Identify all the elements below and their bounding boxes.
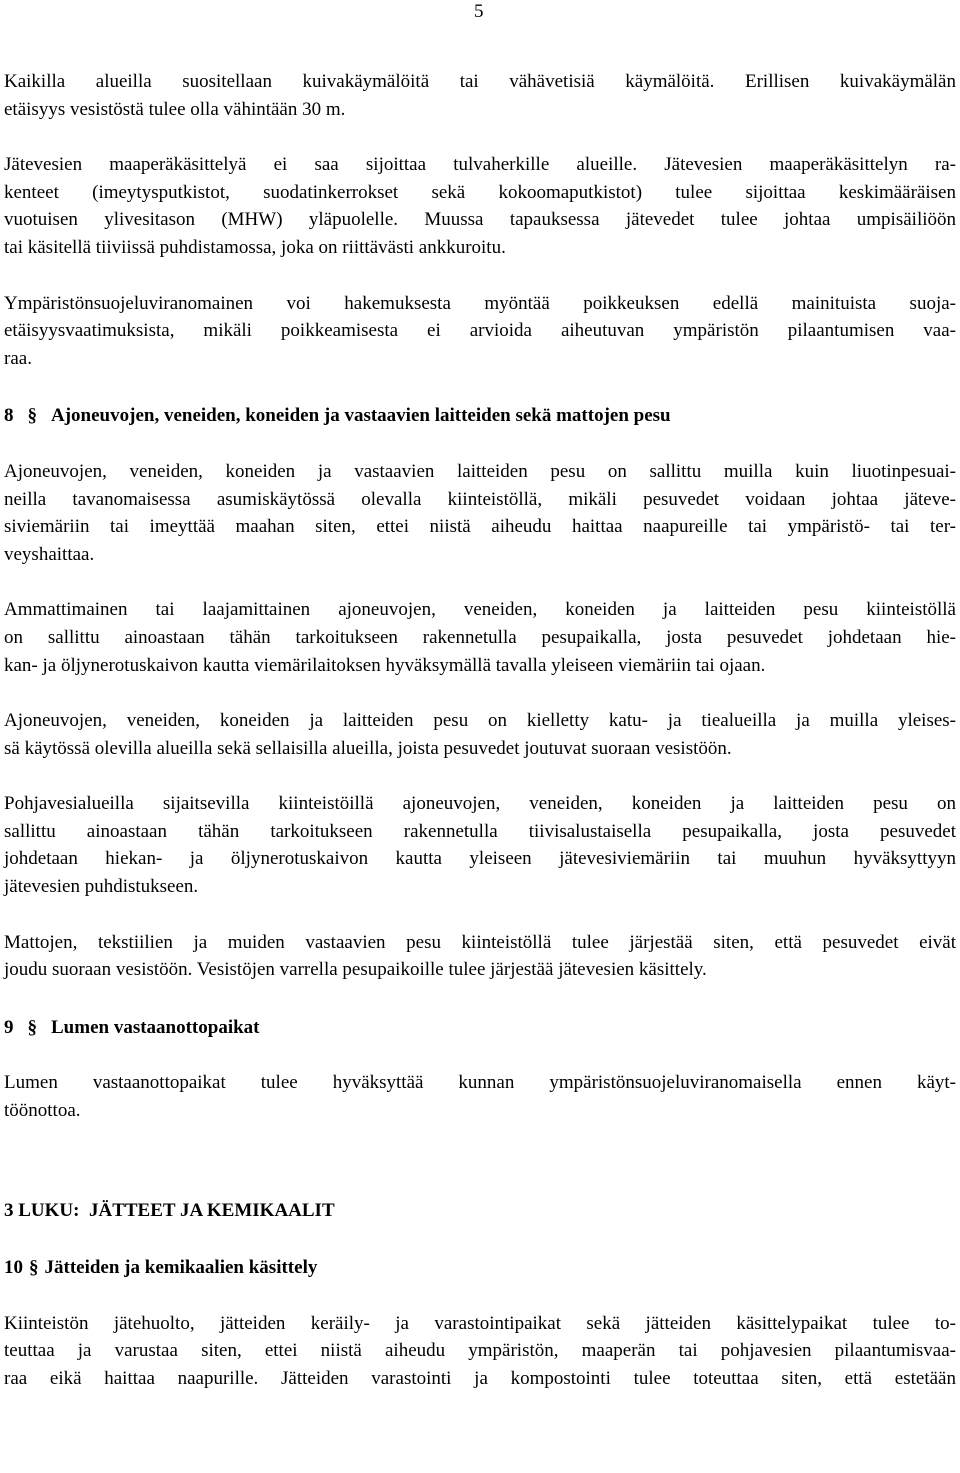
text-line: Lumen vastaanottopaikat tulee hyväksyttää kunnan ympäristönsuojeluviranomaisella ennen käyt- <box>4 1072 956 1094</box>
text-line: Mattojen, tekstiilien ja muiden vastaavien pesu kiinteistöllä tulee järjestää siten, että pesuvedet eivät <box>4 931 956 953</box>
page-number: 5 <box>474 1 484 22</box>
text-line: johdetaan hiekan- ja öljynerotuskaivon kautta yleiseen jätevesiviemäriin tai muuhun hyväksyttyyn <box>4 848 956 870</box>
text-line: on sallittu ainoastaan tähän tarkoitukseen rakennetulla pesupaikalla, josta pesuvedet johdetaan hie- <box>4 626 956 648</box>
section-title: Lumen vastaanottopaikat <box>51 1016 260 1038</box>
section-number: 9 <box>4 1016 14 1038</box>
text-line: vuotuisen ylivesitason (MHW) yläpuolelle. Muussa tapauksessa jätevedet tulee johtaa umpisäiliöön <box>4 209 956 231</box>
text-line: siviemäriin tai imeyttää maahan siten, ettei niistä aiheudu haittaa naapureille tai ympäristö- tai ter- <box>4 516 956 538</box>
text-line: jätevesien puhdistukseen. <box>4 876 199 898</box>
text-line: kenteet (imeytysputkistot, suodatinkerrokset sekä kokoomaputkistot) tulee sijoittaa keskimääräisen <box>4 181 956 203</box>
section-heading-10 <box>4 1254 956 1282</box>
text-line: Pohjavesialueilla sijaitsevilla kiinteistöillä ajoneuvojen, veneiden, koneiden ja laitteiden pesu on <box>4 793 956 815</box>
text-line: Ajoneuvojen, veneiden, koneiden ja laitteiden pesu on kielletty katu- ja tiealueilla ja muilla yleises- <box>4 710 956 732</box>
paragraph-dry-toilets <box>4 68 956 123</box>
text-line: etäisyys vesistöstä tulee olla vähintään 30 m. <box>4 98 346 120</box>
chapter-heading-3: 3 LUKU: JÄTTEET JA KEMIKAALIT <box>4 1199 335 1221</box>
text-line: tai käsitellä tiiviissä puhdistamossa, joka on riittävästi ankkuroitu. <box>4 236 506 258</box>
section-number: 8 <box>4 405 14 427</box>
section-sign: § <box>27 405 37 427</box>
text-line: sallittu ainoastaan tähän tarkoitukseen rakennetulla tiivisalustaisella pesupaikalla, josta pesuvedet <box>4 820 956 842</box>
text-line: neilla tavanomaisessa asumiskäytössä olevalla kiinteistöllä, mikäli pesuvedet voidaan johtaa jäteve- <box>4 488 956 510</box>
text-line: sä käytössä olevilla alueilla sekä sellaisilla alueilla, joista pesuvedet joutuvat suoraan vesistöön. <box>4 737 732 759</box>
text-line: Kaikilla alueilla suositellaan kuivakäymälöitä tai vähävetisiä käymälöitä. Erillisen kuivakäymälän <box>4 71 956 92</box>
text-line: veyshaittaa. <box>4 543 95 565</box>
paragraph-wastewater-treatment <box>4 151 956 261</box>
section-number: 10 <box>4 1257 23 1279</box>
section-title: Ajoneuvojen, veneiden, koneiden ja vastaavien laitteiden sekä mattojen pesu <box>51 405 671 427</box>
text-line: Kiinteistön jätehuolto, jätteiden keräily- ja varastointipaikat sekä jätteiden käsittelypaikat tulee to- <box>4 1312 956 1334</box>
paragraph-snow-disposal <box>4 1069 956 1124</box>
paragraph-waste-management <box>4 1310 956 1393</box>
section-sign: § <box>29 1257 39 1279</box>
section-heading-8 <box>4 402 956 430</box>
text-line: Ammattimainen tai laajamittainen ajoneuvojen, veneiden, koneiden ja laitteiden pesu kiinteistöllä <box>4 599 956 621</box>
section-title: Jätteiden ja kemikaalien käsittely <box>44 1257 318 1279</box>
paragraph-professional-washing <box>4 596 956 679</box>
text-line: Ympäristönsuojeluviranomainen voi hakemuksesta myöntää poikkeuksen edellä mainituista suoja- <box>4 292 956 314</box>
text-line: etäisyysvaatimuksista, mikäli poikkeamisesta ei arvioida aiheutuvan ympäristön pilaantumisen vaa- <box>4 320 956 342</box>
paragraph-vehicle-washing <box>4 458 956 568</box>
text-line: joudu suoraan vesistöön. Vesistöjen varrella pesupaikoille tulee järjestää jätevesien käsittely. <box>4 959 707 981</box>
paragraph-groundwater-areas <box>4 790 956 900</box>
text-line: raa. <box>4 347 32 369</box>
section-sign: § <box>27 1016 37 1038</box>
paragraph-exceptions <box>4 290 956 373</box>
text-line: Jätevesien maaperäkäsittelyä ei saa sijoittaa tulvaherkille alueille. Jätevesien maaperäkäsittelyn ra- <box>4 154 956 176</box>
text-line: Ajoneuvojen, veneiden, koneiden ja vastaavien laitteiden pesu on sallittu muilla kuin liuotinpesuai- <box>4 460 956 482</box>
section-heading-9 <box>4 1014 956 1042</box>
text-line: teuttaa ja varustaa siten, ettei niistä aiheudu ympäristön, maaperän tai pohjavesien pilaantumisvaa- <box>4 1340 956 1362</box>
text-line: kan- ja öljynerotuskaivon kautta viemärilaitoksen hyväksymällä tavalla yleiseen viemäriin tai ojaan. <box>4 654 766 676</box>
text-line: raa eikä haittaa naapurille. Jätteiden varastointi ja kompostointi tulee toteuttaa siten, että estetään <box>4 1368 956 1389</box>
paragraph-washing-prohibited <box>4 707 956 762</box>
document-body <box>4 68 956 1393</box>
text-line: töönottoa. <box>4 1100 81 1122</box>
paragraph-carpet-washing <box>4 929 956 984</box>
